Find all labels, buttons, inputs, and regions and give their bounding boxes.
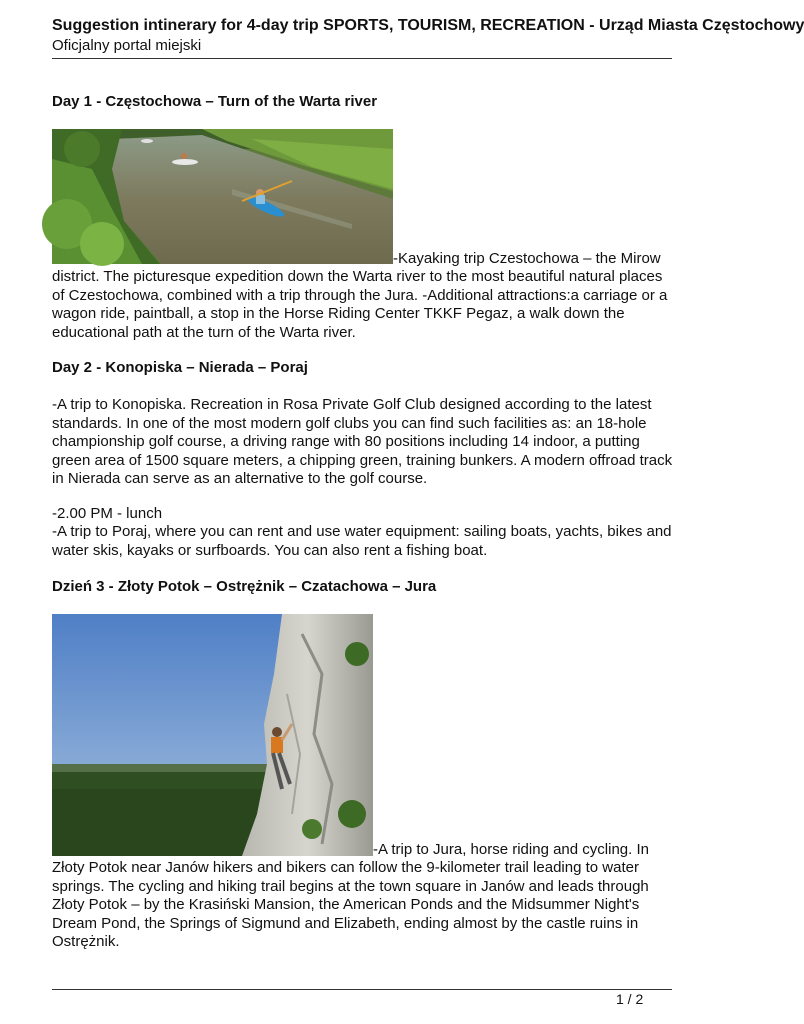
day1-heading: Day 1 - Częstochowa – Turn of the Warta river bbox=[52, 93, 378, 110]
day2-paragraph-2: -A trip to Poraj, where you can rent and use water equipment: sailing boats, yachts, bikes and water skis, kayaks or surfboards. You can also rent a fishing boat. bbox=[52, 523, 672, 559]
day3-heading: Dzień 3 - Złoty Potok – Ostrężnik – Czatachowa – Jura bbox=[52, 578, 437, 595]
day2-paragraph-1: -A trip to Konopiska. Recreation in Rosa Private Golf Club designed according to the latest standards. In one of the most modern golf clubs you can find such facilities as: an 18-hole championship golf course, a driving range with 80 positions including 14 indoor, a putting green area of 1500 square meters, a chipping green, training bunkers. A modern offroad track in Nierada can serve as an alternative to the golf course. bbox=[52, 396, 673, 488]
day3-caption-start: -A trip to Jura, horse riding and cycling. In bbox=[373, 841, 649, 858]
day1-caption-start: -Kayaking trip Czestochowa – the Mirow bbox=[393, 250, 661, 267]
kayaking-photo bbox=[52, 129, 393, 264]
day2-heading: Day 2 - Konopiska – Nierada – Poraj bbox=[52, 359, 308, 376]
footer-divider bbox=[52, 989, 672, 990]
header-divider bbox=[52, 58, 672, 59]
document-subtitle: Oficjalny portal miejski bbox=[52, 37, 202, 54]
page-number: 1 / 2 bbox=[616, 991, 644, 1007]
climbing-photo bbox=[52, 614, 373, 856]
day2-lunch: -2.00 PM - lunch bbox=[52, 505, 163, 522]
day3-text: Złoty Potok near Janów hikers and bikers can follow the 9-kilometer trail leading to water springs. The cycling and hiking trail begins at the town square in Janów and leads through Złoty Potok – by the Krasiński Mansion, the American Ponds and the Midsummer Night's Dream Pond, the Springs of Sigmund and Elizabeth, ending almost by the castle ruins in Ostrężnik. bbox=[52, 859, 649, 951]
document-title: Suggestion intinerary for 4-day trip SPORTS, TOURISM, RECREATION - Urząd Miasta Częstochowy bbox=[52, 17, 804, 34]
day1-text: district. The picturesque expedition down the Warta river to the most beautiful natural places of Czestochowa, combined with a trip through the Jura. -Additional attractions:a carriage or a wagon ride, paintball, a stop in the Horse Riding Center TKKF Pegaz, a walk down the educational path at the turn of the Warta river. bbox=[52, 268, 668, 341]
